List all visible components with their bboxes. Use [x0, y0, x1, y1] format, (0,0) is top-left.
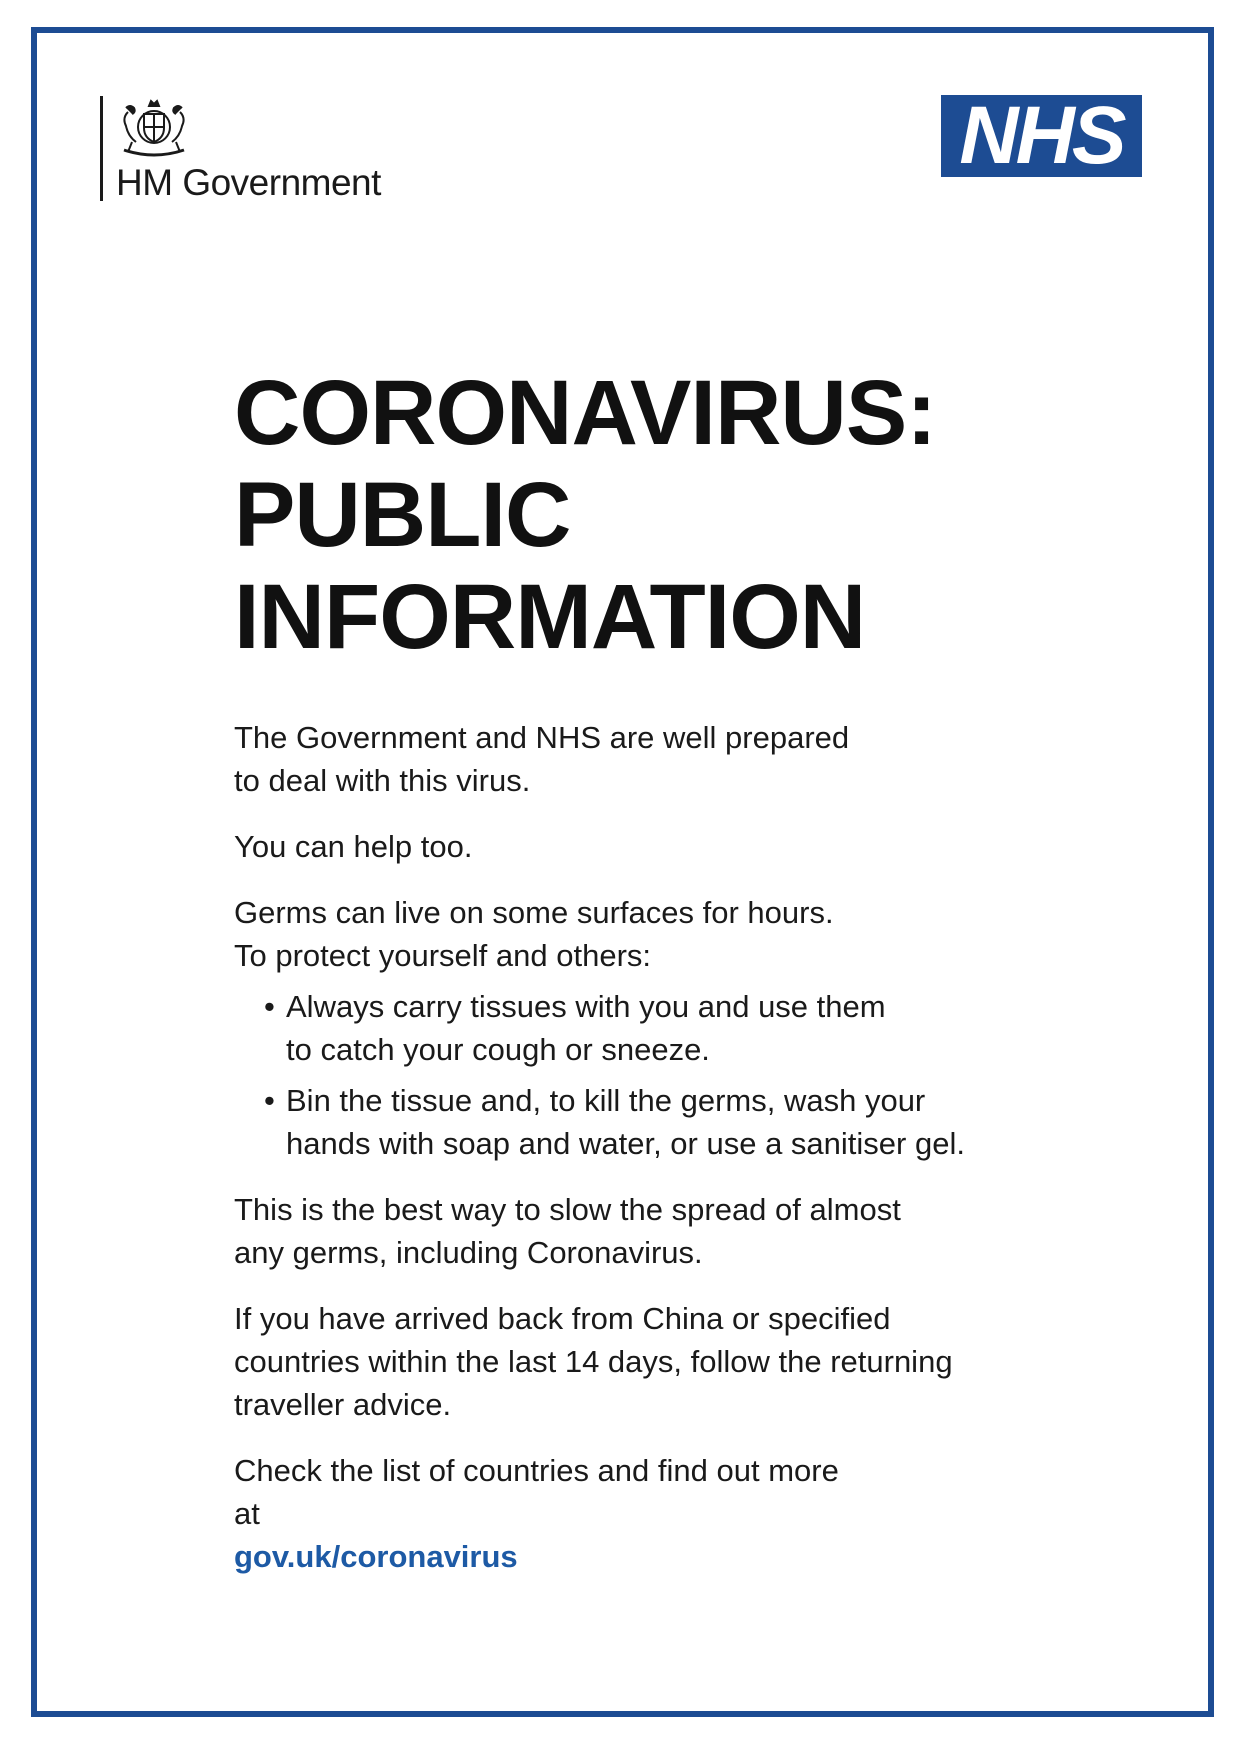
travel-line-2: countries within the last 14 days, follow the returning: [234, 1344, 953, 1379]
advice-list: [234, 985, 1134, 1165]
title-line-2: PUBLIC: [234, 464, 571, 566]
travel-line-1: If you have arrived back from China or specified: [234, 1301, 891, 1336]
bullet-2-line-1: Bin the tissue and, to kill the germs, wash your: [286, 1083, 926, 1118]
germs-line-2: To protect yourself and others:: [234, 938, 652, 973]
help-paragraph: [234, 825, 1134, 868]
check-link-line: [234, 1492, 1134, 1578]
bullet-2-line-2: hands with soap and water, or use a sanitiser gel.: [286, 1126, 965, 1161]
travel-line-3: traveller advice.: [234, 1387, 452, 1422]
travel-paragraph: [234, 1297, 1134, 1426]
page-title: [234, 362, 936, 668]
best-way-line-2: any germs, including Coronavirus.: [234, 1235, 703, 1270]
bullet-icon: •: [264, 989, 275, 1024]
germs-line-1: Germs can live on some surfaces for hours.: [234, 895, 834, 930]
royal-coat-of-arms-icon: [118, 98, 190, 158]
hm-government-label: HM Government: [116, 162, 381, 203]
list-item: [264, 985, 1134, 1071]
title-line-1: CORONAVIRUS:: [234, 362, 936, 464]
nhs-logo: [941, 90, 1142, 181]
intro-line-1: The Government and NHS are well prepared: [234, 720, 850, 755]
intro-paragraph: [234, 716, 1134, 802]
check-prefix: at: [234, 1496, 260, 1531]
help-line: You can help too.: [234, 829, 473, 864]
intro-line-2: to deal with this virus.: [234, 763, 531, 798]
best-way-paragraph: [234, 1188, 1134, 1274]
list-item: [264, 1079, 1134, 1165]
bullet-1-line-2: to catch your cough or sneeze.: [286, 1032, 710, 1067]
check-line: Check the list of countries and find out more: [234, 1453, 839, 1488]
body-text: [234, 716, 1134, 1601]
hm-government-logo: [100, 96, 381, 203]
title-line-3: INFORMATION: [234, 566, 866, 668]
bullet-1-line-1: Always carry tissues with you and use them: [286, 989, 886, 1024]
bullet-icon: •: [264, 1083, 275, 1118]
germs-paragraph: [234, 891, 1134, 977]
best-way-line-1: This is the best way to slow the spread of almost: [234, 1192, 901, 1227]
check-paragraph: [234, 1449, 1134, 1578]
nhs-logo-text: NHS: [959, 90, 1124, 181]
coronavirus-info-link[interactable]: gov.uk/coronavirus: [234, 1539, 518, 1574]
